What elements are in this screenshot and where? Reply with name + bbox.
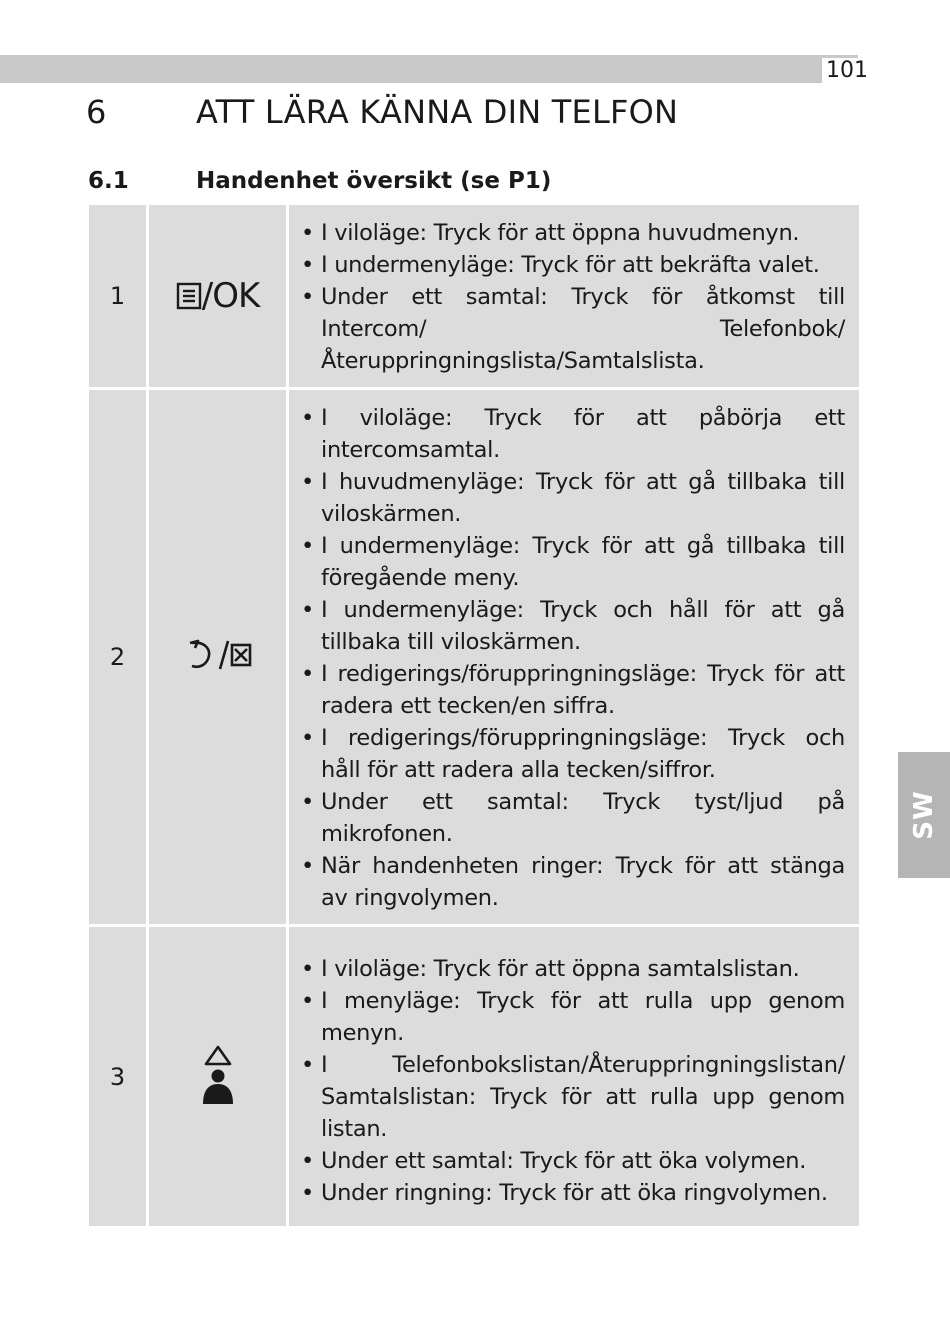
handset-key-table: [89, 205, 859, 1229]
key-number: 1: [89, 205, 149, 390]
section-title: Handenhet översikt (se P1): [196, 168, 552, 194]
key-number: 2: [89, 390, 149, 927]
key-icon-cell: [149, 390, 289, 927]
list-item: • Under ett samtal: Tryck för åtkomst till Intercom/ Telefonbok/Återuppringningslista/Samtalslista.: [301, 281, 845, 377]
table-row: [89, 205, 859, 390]
key-icon-cell: [149, 927, 289, 1229]
list-item: • I huvudmenyläge: Tryck för att gå tillbaka till viloskärmen.: [301, 466, 845, 530]
list-item: • Under ett samtal: Tryck för att öka volymen.: [301, 1145, 845, 1177]
header-bar: [0, 55, 858, 83]
list-item: • I redigerings/föruppringningsläge: Tryck för att radera ett tecken/en siffra.: [301, 658, 845, 722]
chapter-title: ATT LÄRA KÄNNA DIN TELFON: [196, 93, 679, 131]
key-description: [289, 390, 859, 927]
list-item: • I viloläge: Tryck för att öppna samtalslistan.: [301, 953, 845, 985]
back-delete-icon: [182, 635, 254, 679]
list-item: • Under ett samtal: Tryck tyst/ljud på mikrofonen.: [301, 786, 845, 850]
list-item: • I undermenyläge: Tryck för att gå tillbaka till föregående meny.: [301, 530, 845, 594]
key-description: [289, 205, 859, 390]
list-item: • I undermenyläge: Tryck och håll för att gå tillbaka till viloskärmen.: [301, 594, 845, 658]
table-row: [89, 927, 859, 1229]
key-description: [289, 927, 859, 1229]
key-icon-cell: [149, 205, 289, 390]
section-number: 6.1: [88, 168, 129, 194]
list-item: • Under ringning: Tryck för att öka ringvolymen.: [301, 1177, 845, 1209]
table-row: [89, 390, 859, 927]
key-number: 3: [89, 927, 149, 1229]
up-contacts-icon: [200, 1044, 236, 1110]
list-item: • När handenheten ringer: Tryck för att stänga av ringvolymen.: [301, 850, 845, 914]
list-item: • I viloläge: Tryck för att öppna huvudmenyn.: [301, 217, 845, 249]
language-tab-label: SW: [909, 790, 939, 840]
language-tab: [898, 752, 950, 878]
list-item: • I Telefonbokslistan/Återuppringningslistan/ Samtalslistan: Tryck för att rulla upp genom listan.: [301, 1049, 845, 1145]
list-item: • I menyläge: Tryck för att rulla upp genom menyn.: [301, 985, 845, 1049]
list-item: • I undermenyläge: Tryck för att bekräfta valet.: [301, 249, 845, 281]
chapter-number: 6: [86, 93, 107, 131]
list-item: • I viloläge: Tryck för att påbörja ett intercomsamtal.: [301, 402, 845, 466]
menu-ok-icon: /OK: [176, 276, 260, 316]
page-number: 101: [822, 58, 862, 84]
list-item: • I redigerings/föruppringningsläge: Tryck och håll för att radera alla tecken/siffror.: [301, 722, 845, 786]
